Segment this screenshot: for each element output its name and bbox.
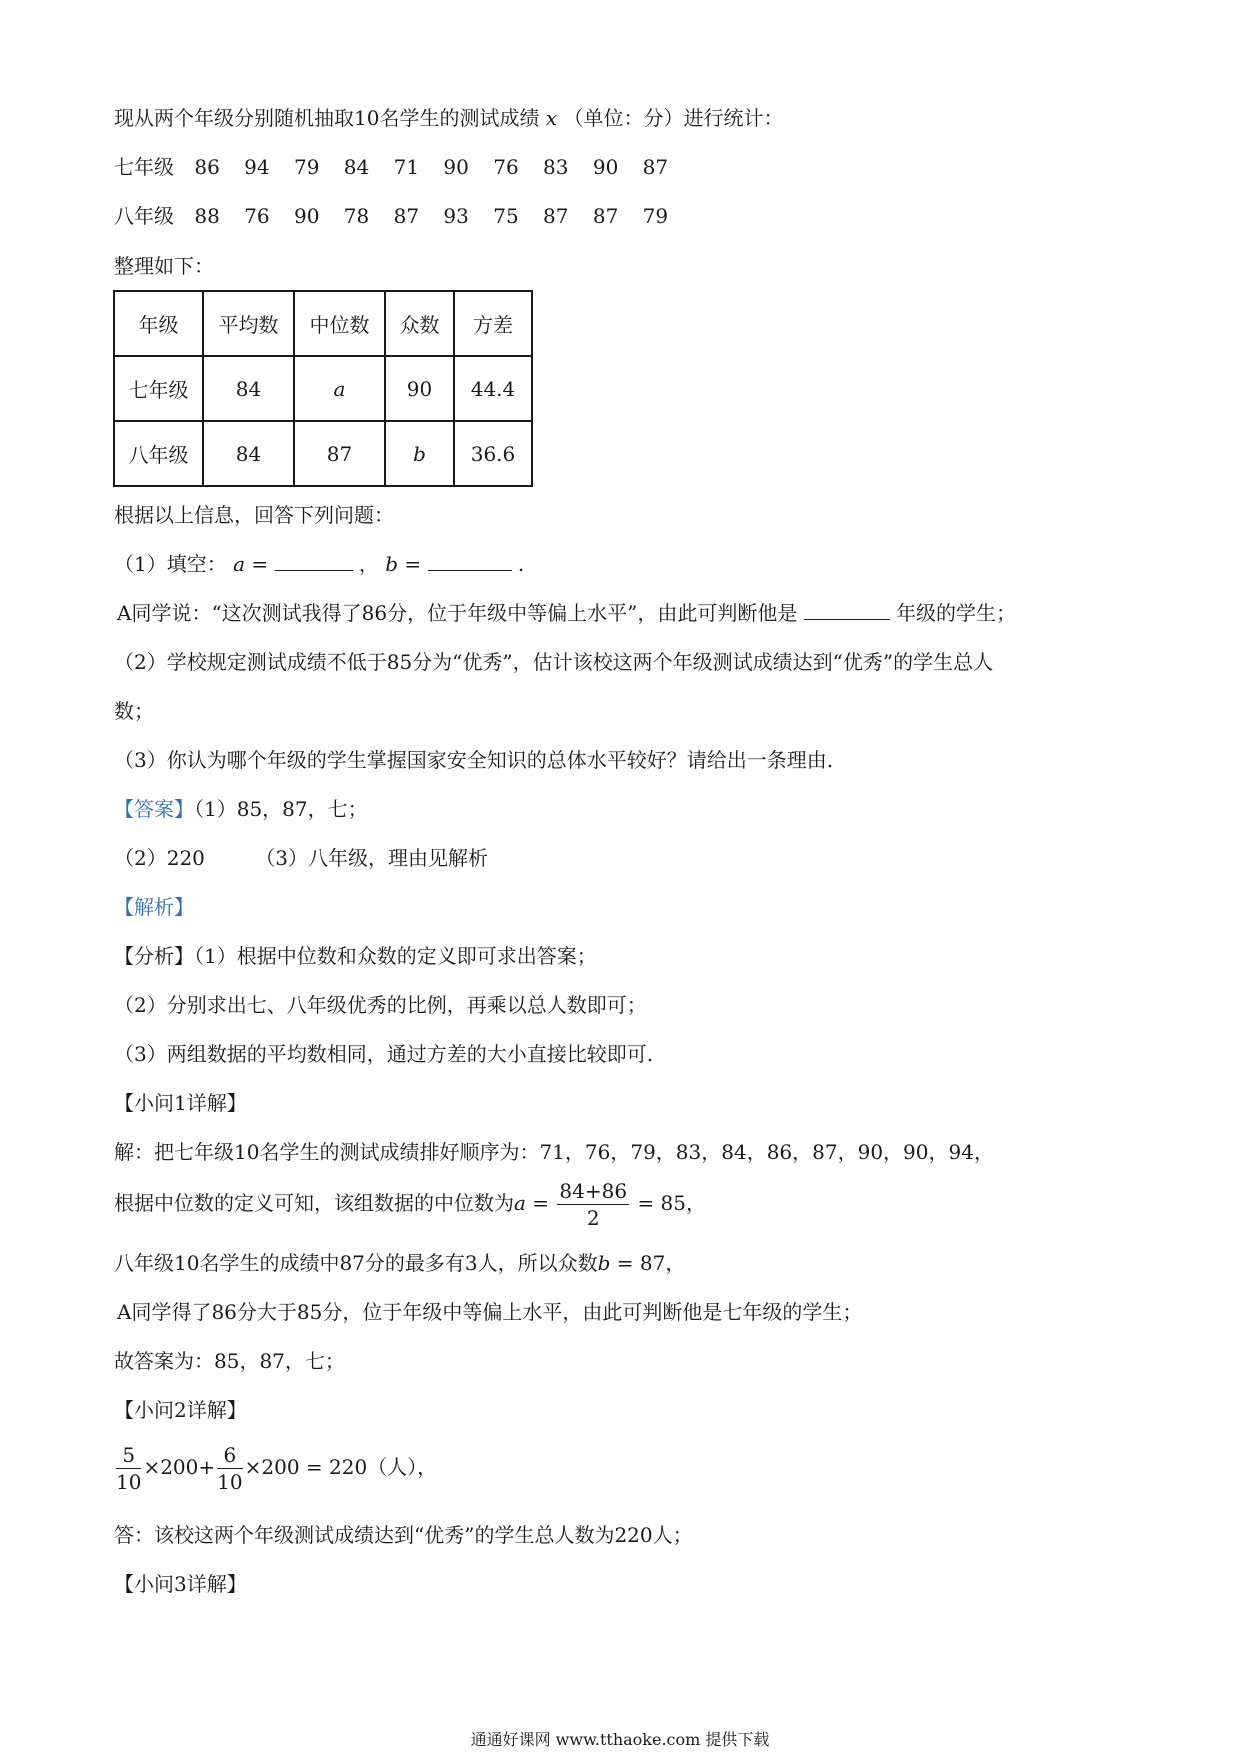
detail1-mode-text: 八年级10名学生的成绩中87分的最多有3人，所以众数 <box>114 1251 598 1275</box>
fraction-denominator: 2 <box>586 1206 600 1230</box>
detail1-line5: 故答案为：85，87，七； <box>114 1349 345 1373</box>
stats-table <box>113 290 533 487</box>
table-row <box>114 421 532 486</box>
q1-blank-grade <box>804 599 890 620</box>
q1-end: . <box>517 552 525 576</box>
q1-var-a: a <box>233 552 246 576</box>
answer-part3: （3）八年级，理由见解析 <box>255 846 488 870</box>
table-cell: 44.4 <box>454 356 532 421</box>
table-header: 众数 <box>385 291 454 356</box>
table-cell: a <box>294 356 385 421</box>
q1-blank-a <box>275 550 353 571</box>
score: 71 <box>393 155 420 179</box>
table-header-row <box>114 291 532 356</box>
detail1-label: 【小问1详解】 <box>114 1091 247 1115</box>
analysis-text: （1）根据中位数和众数的定义即可求出答案； <box>194 944 597 968</box>
answer-line1 <box>114 795 368 823</box>
table-header: 年级 <box>114 291 203 356</box>
table-cell: 八年级 <box>114 421 203 486</box>
q1-student-after: 年级的学生； <box>896 601 1017 625</box>
score: 88 <box>194 204 220 228</box>
formula-mid: ×200+ <box>143 1455 216 1479</box>
answer-part2: （2）220 <box>114 846 205 870</box>
detail2-formula <box>114 1438 437 1496</box>
fraction-numerator: 6 <box>217 1442 242 1469</box>
score: 87 <box>543 204 569 228</box>
grade8-scores-row <box>114 202 668 230</box>
detail3-label: 【小问3详解】 <box>114 1572 247 1596</box>
score: 94 <box>244 155 270 179</box>
table-row <box>114 356 532 421</box>
question-2-line1: （2）学校规定测试成绩不低于85分为“优秀”，估计该校这两个年级测试成绩达到“优秀”的学生总人 <box>114 650 994 674</box>
fraction-2 <box>217 1442 242 1495</box>
grade8-label: 八年级 <box>114 204 174 228</box>
analysis-line2: （2）分别求出七、八年级优秀的比例，再乘以总人数即可； <box>114 993 647 1017</box>
table-cell: b <box>385 421 454 486</box>
detail1-line2 <box>114 1174 706 1232</box>
score: 83 <box>543 155 569 179</box>
score: 86 <box>194 155 220 179</box>
table-header: 中位数 <box>294 291 385 356</box>
question-1-student <box>117 599 1016 627</box>
grade7-scores-row <box>114 153 668 181</box>
detail1-median-result: = 85， <box>637 1191 707 1215</box>
q1-eq: = <box>251 552 269 576</box>
detail1-mode-result: = 87， <box>616 1251 686 1275</box>
score: 90 <box>293 204 320 228</box>
fraction-numerator: 5 <box>116 1442 141 1469</box>
fraction-1 <box>116 1442 141 1495</box>
intro-before: 现从两个年级分别随机抽取10名学生的测试成绩 <box>114 106 540 130</box>
intro-after: （单位：分）进行统计： <box>563 106 784 130</box>
table-cell: 87 <box>294 421 385 486</box>
detail1-line3 <box>114 1249 685 1277</box>
grade8-scores <box>194 204 668 228</box>
answer-label: 【答案】 <box>114 797 194 821</box>
score: 87 <box>393 204 420 228</box>
question-2-line2: 数； <box>114 699 154 723</box>
score: 78 <box>343 204 370 228</box>
analysis-line1 <box>114 942 597 970</box>
score: 87 <box>592 204 619 228</box>
detail1-line1: 解：把七年级10名学生的测试成绩排好顺序为：71，76，79，83，84，86，87，90，90，94， <box>114 1140 994 1164</box>
answer-line2 <box>114 844 488 872</box>
fraction-denominator: 10 <box>217 1470 243 1494</box>
grade7-scores <box>194 155 668 179</box>
score: 79 <box>642 204 669 228</box>
intro-text <box>114 104 783 132</box>
median-fraction <box>557 1178 629 1231</box>
analysis-line3: （3）两组数据的平均数相同，通过方差的大小直接比较即可. <box>114 1042 654 1066</box>
detail1-eq: = <box>532 1191 550 1215</box>
question-1 <box>114 550 524 578</box>
score: 76 <box>244 204 270 228</box>
organized-label: 整理如下： <box>114 254 214 278</box>
page-footer: 通通好课网 www.tthaoke.com 提供下载 <box>470 1730 770 1749</box>
score: 90 <box>443 155 469 179</box>
detail2-answer: 答：该校这两个年级测试成绩达到“优秀”的学生总人数为220人； <box>114 1523 693 1547</box>
analysis-label: 【分析】 <box>114 944 194 968</box>
q1-eq: = <box>404 552 422 576</box>
detail1-var-b: b <box>597 1251 611 1275</box>
detail2-label: 【小问2详解】 <box>114 1398 247 1422</box>
q1-blank-b <box>428 550 512 571</box>
table-cell: 84 <box>203 356 294 421</box>
score: 87 <box>642 155 669 179</box>
score: 76 <box>493 155 519 179</box>
table-cell: 36.6 <box>454 421 532 486</box>
q1-prefix: （1）填空： <box>114 552 227 576</box>
score: 93 <box>443 204 469 228</box>
table-header: 方差 <box>454 291 532 356</box>
fraction-numerator: 84+86 <box>559 1179 628 1203</box>
detail1-median-text: 根据中位数的定义可知，该组数据的中位数为 <box>114 1191 514 1215</box>
intro-variable: x <box>545 106 558 130</box>
q1-var-b: b <box>385 552 399 576</box>
answer-part1: （1）85，87，七； <box>194 797 368 821</box>
fraction-denominator: 10 <box>116 1470 142 1494</box>
questions-intro: 根据以上信息，回答下列问题： <box>114 503 394 527</box>
grade7-label: 七年级 <box>114 155 174 179</box>
table-cell: 90 <box>385 356 454 421</box>
detail1-var-a: a <box>514 1191 526 1215</box>
q1-student-before: A同学说：“这次测试我得了86分，位于年级中等偏上水平”，由此可判断他是 <box>117 601 798 625</box>
table-cell: 84 <box>203 421 294 486</box>
table-header: 平均数 <box>203 291 294 356</box>
table-cell: 七年级 <box>114 356 203 421</box>
detail1-line4: A同学得了86分大于85分，位于年级中等偏上水平，由此可判断他是七年级的学生； <box>117 1300 863 1324</box>
score: 75 <box>493 204 519 228</box>
q1-sep: ， <box>358 552 379 576</box>
question-3: （3）你认为哪个年级的学生掌握国家安全知识的总体水平较好？请给出一条理由. <box>114 748 834 772</box>
score: 90 <box>592 155 619 179</box>
score: 84 <box>343 155 370 179</box>
formula-tail: ×200 = 220（人）， <box>244 1455 438 1479</box>
score: 79 <box>293 155 320 179</box>
analysis-heading: 【解析】 <box>114 895 194 919</box>
